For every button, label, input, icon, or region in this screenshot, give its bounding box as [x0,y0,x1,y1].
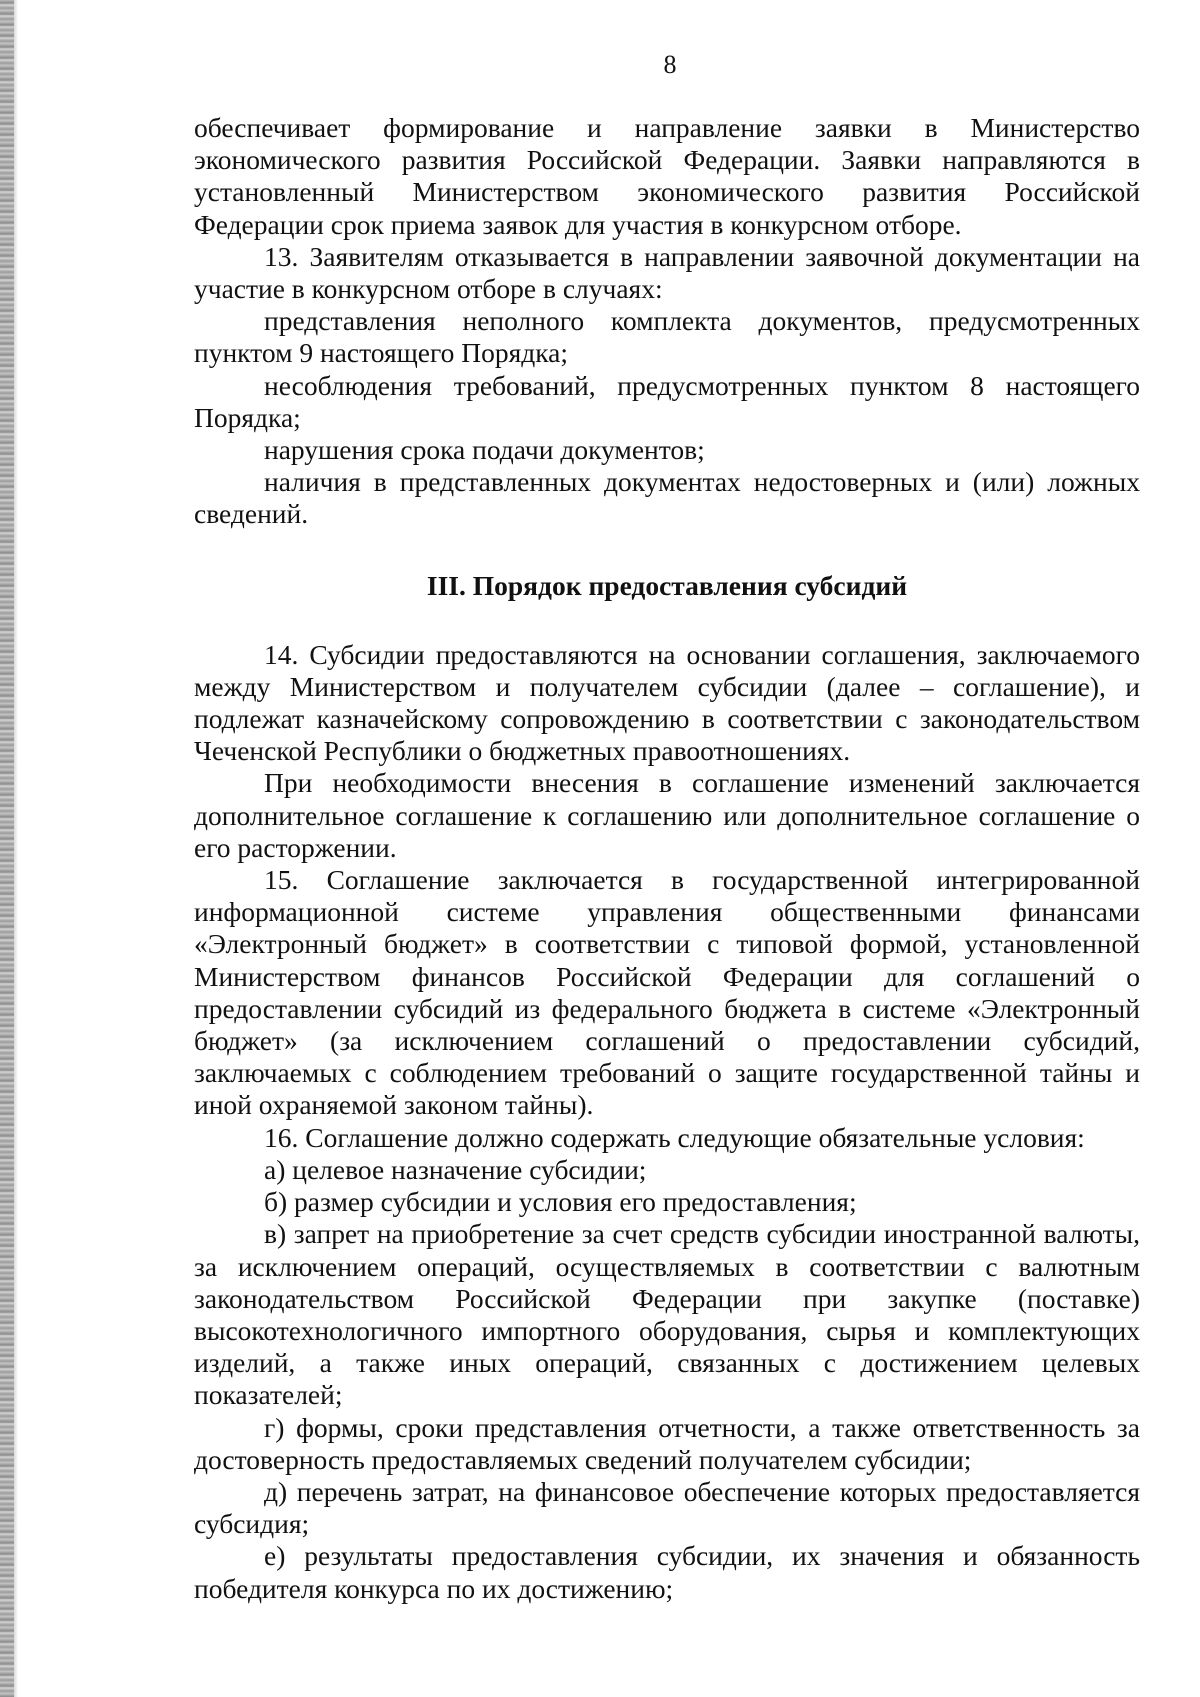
paragraph: наличия в представленных документах недостоверных и (или) ложных сведений. [194,466,1140,530]
paragraph: представления неполного комплекта документов, предусмотренных пунктом 9 настоящего Порядка; [194,305,1140,369]
paragraph: 14. Субсидии предоставляются на основании соглашения, заключаемого между Министерством и получателем субсидии (далее – соглашение), и подлежат казначейскому сопровождению в соответствии с законодательством Чеченской Республики о бюджетных правоотношениях. [194,638,1140,767]
section-heading: III. Порядок предоставления субсидий [426,569,908,601]
scan-edge-artifact [0,0,14,1697]
document-body [194,112,1140,1605]
paragraph: а) целевое назначение субсидии; [264,1153,647,1185]
paragraph: д) перечень затрат, на финансовое обеспечение которых предоставляется субсидия; [194,1475,1140,1540]
paragraph: обеспечивает формирование и направление заявки в Министерство экономического развития Российской Федерации. Заявки направляются в установленный Министерством экономического развития Российской Федерации срок приема заявок для участия в конкурсном отборе. [194,112,1140,240]
scan-edge-shadow [14,0,18,1697]
page-number: 8 [663,50,677,79]
paragraph: 16. Соглашение должно содержать следующие обязательные условия: [264,1121,1085,1153]
paragraph: несоблюдения требований, предусмотренных пунктом 8 настоящего Порядка; [194,369,1140,433]
paragraph: г) формы, сроки представления отчетности, а также ответственность за достоверность предоставляемых сведений получателем субсидии; [194,1411,1140,1475]
paragraph: При необходимости внесения в соглашение изменений заключается дополнительное соглашение к соглашению или дополнительное соглашение о его расторжении. [194,767,1140,863]
paragraph: 15. Соглашение заключается в государственной интегрированной информационной системе управления общественными финансами «Электронный бюджет» в соответствии с типовой формой, установленной Министерством финансов Российской Федерации для соглашений о предоставлении субсидий из федерального бюджета в системе «Электронный бюджет» (за исключением соглашений о предоставлении субсидий, заключаемых с соблюдением требований о защите государственной тайны и иной охраняемой законом тайны). [194,864,1140,1121]
paragraph: е) результаты предоставления субсидии, их значения и обязанность победителя конкурса по их достижению; [194,1540,1140,1604]
paragraph-group-bottom [194,639,1140,1605]
paragraph: в) запрет на приобретение за счет средств субсидии иностранной валюты, за исключением операций, осуществляемых в соответствии с валютным законодательством Российской Федерации при закупке (поставке) высокотехнологичного импортного оборудования, сырья и комплектующих изделий, а также иных операций, связанных с достижением целевых показателей; [194,1218,1140,1411]
paragraph: б) размер субсидии и условия его предоставления; [264,1186,857,1218]
paragraph: 13. Заявителям отказывается в направлении заявочной документации на участие в конкурсном отборе в случаях: [194,240,1140,305]
paragraph-group-top [194,112,1140,531]
paragraph: нарушения срока подачи документов; [264,434,705,466]
